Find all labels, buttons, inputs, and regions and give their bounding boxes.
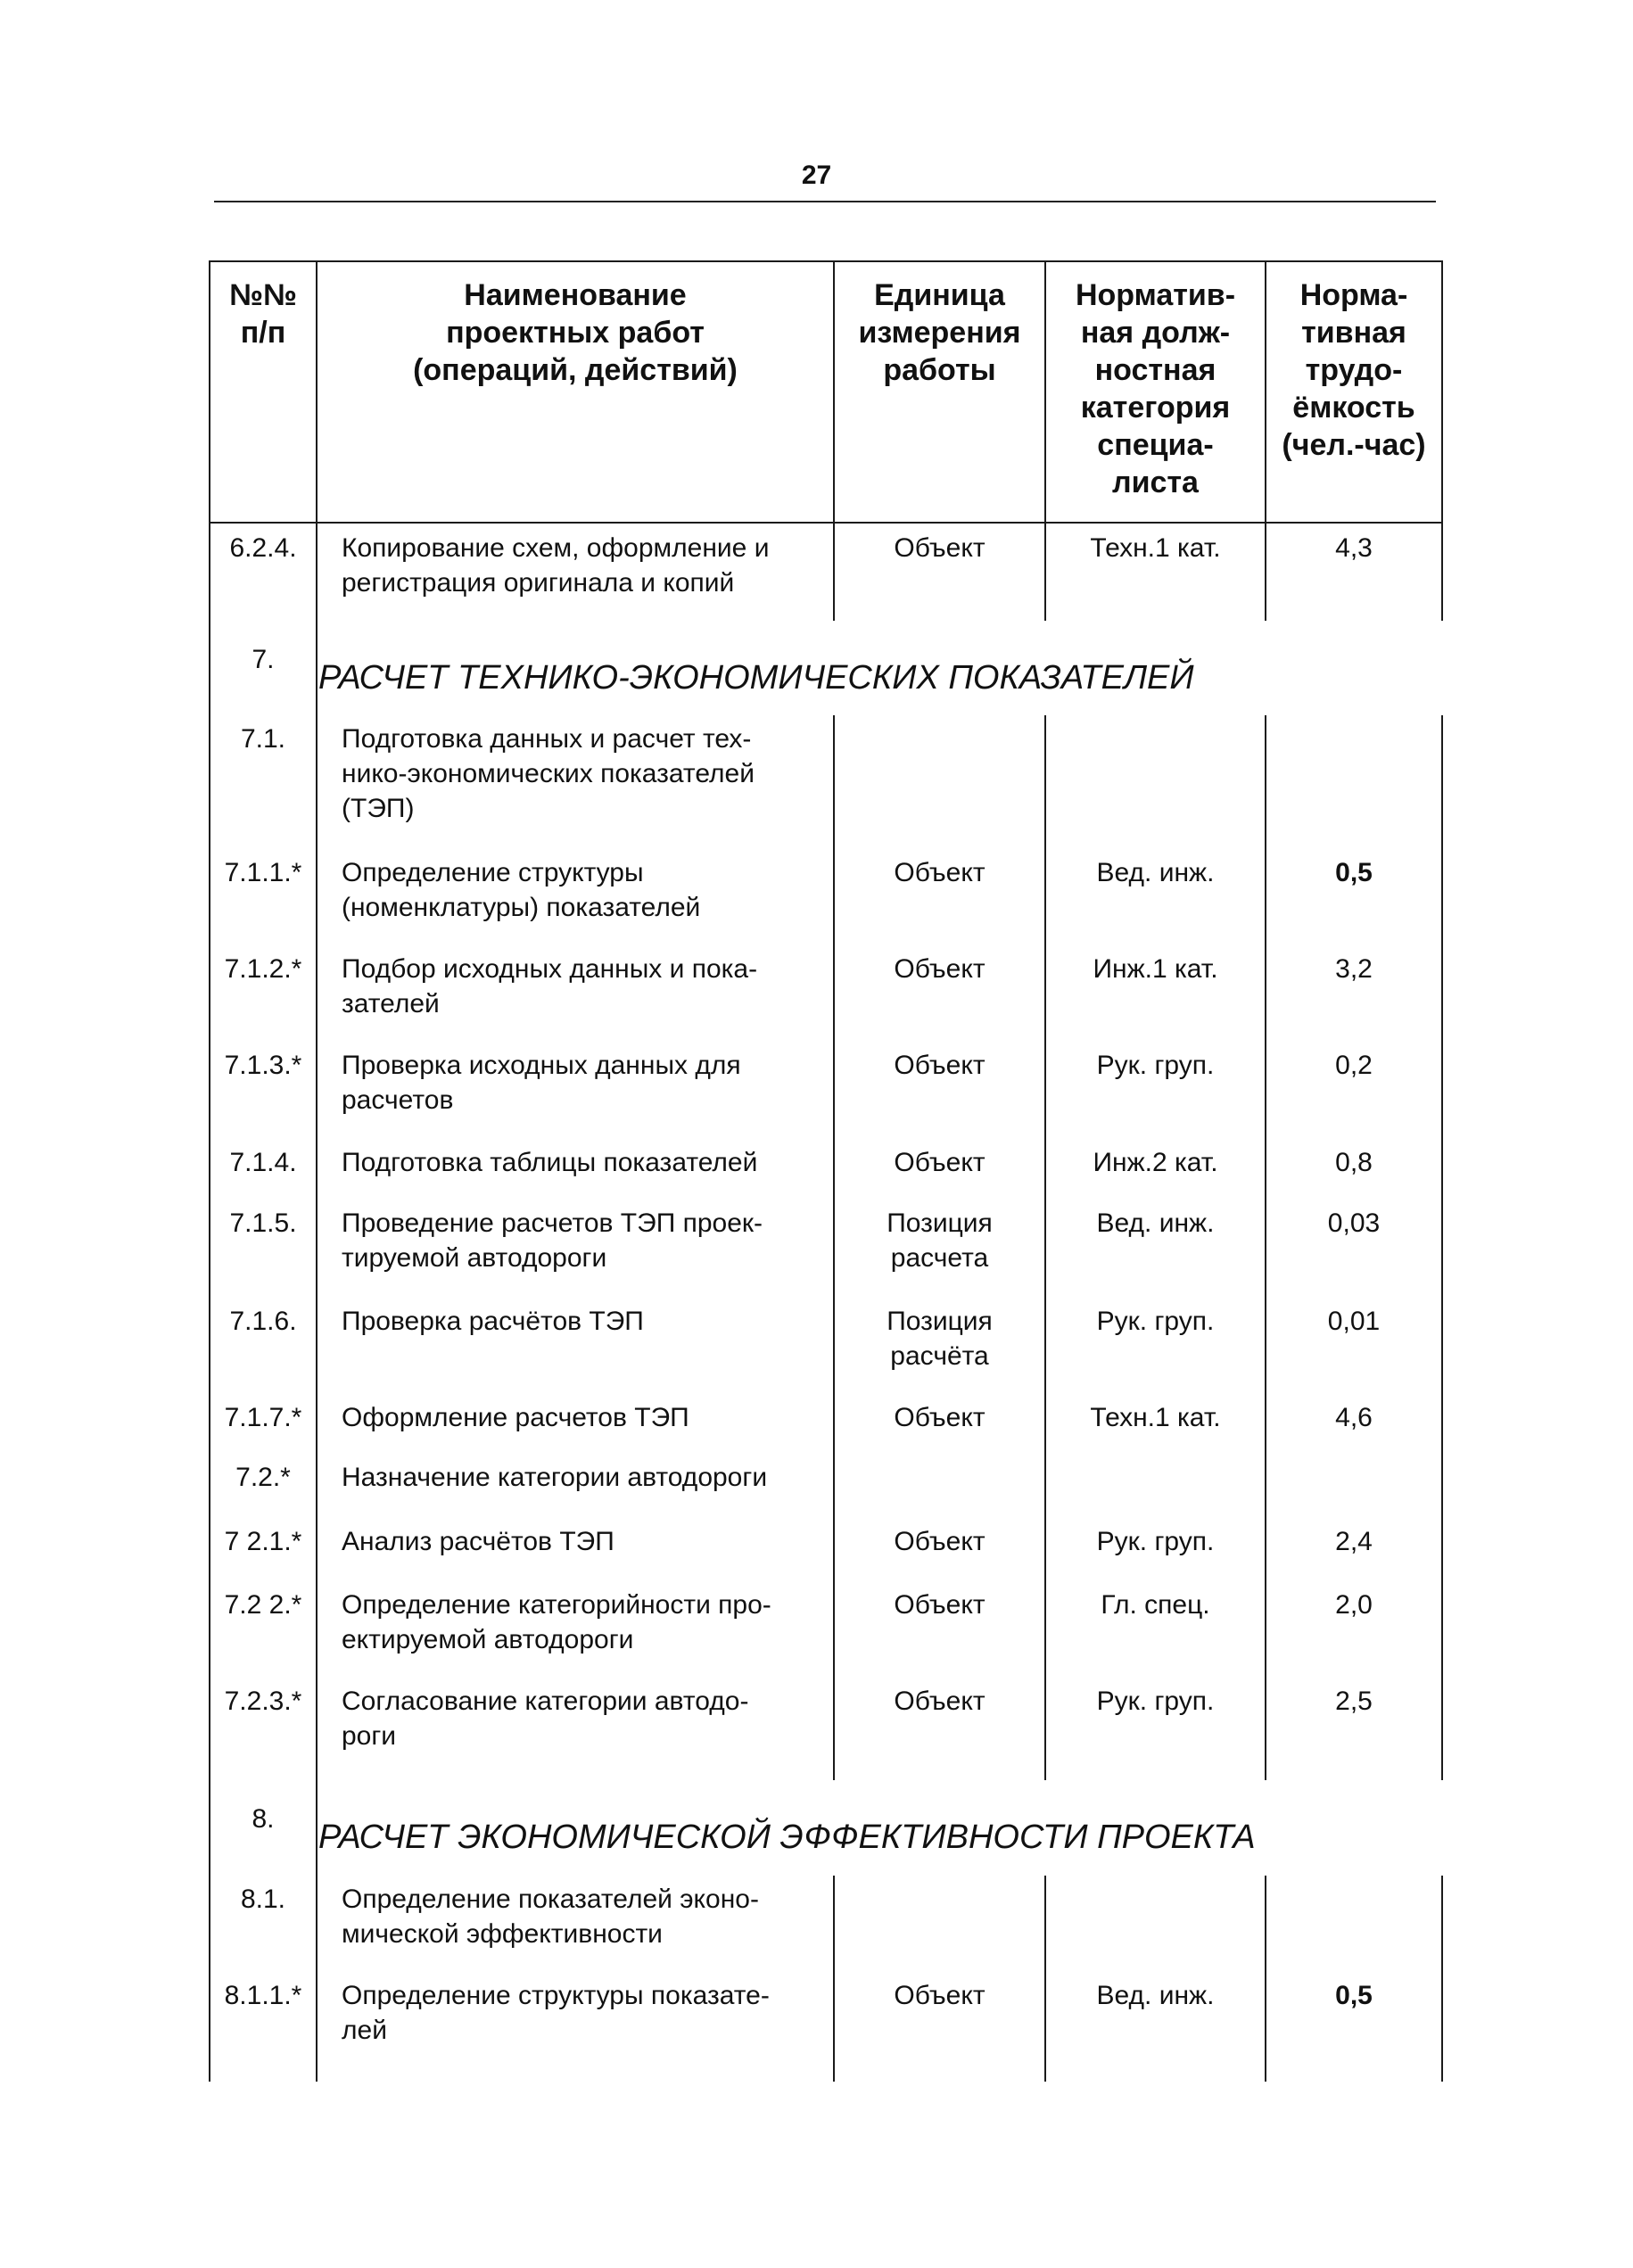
page-number: 27	[801, 161, 832, 190]
header-number-line: №№	[229, 278, 297, 312]
row-unit	[834, 1048, 1045, 1083]
row-category	[1045, 1400, 1266, 1435]
row-labor	[1266, 952, 1442, 986]
row-name	[317, 1460, 834, 1495]
row-unit-line: Объект	[894, 858, 986, 887]
row-number: 7 2.1.*	[224, 1527, 302, 1556]
header-labor-line: трудо-	[1305, 353, 1403, 387]
row-labor	[1266, 1145, 1442, 1180]
header-name-line: Наименование	[464, 278, 687, 312]
row-unit-line: расчета	[890, 1243, 989, 1273]
row-name-line: Проверка исходных данных для	[342, 1051, 741, 1080]
row-labor	[1266, 1206, 1442, 1241]
row-category	[1045, 1684, 1266, 1719]
row-number: 7.2.3.*	[224, 1687, 302, 1716]
row-category	[1045, 1145, 1266, 1180]
header-unit-line: работы	[883, 353, 996, 387]
row-name	[317, 722, 834, 826]
row-category-line: Вед. инж.	[1096, 858, 1215, 887]
row-name	[317, 855, 834, 925]
row-labor	[1266, 855, 1442, 890]
top-rule	[214, 201, 1436, 202]
row-category-line: Вед. инж.	[1096, 1208, 1215, 1238]
header-number	[210, 276, 317, 351]
row-name	[317, 1048, 834, 1118]
row-category	[1045, 1524, 1266, 1559]
row-name-line: Проверка расчётов ТЭП	[342, 1307, 644, 1336]
row-category-line: Техн.1 кат.	[1090, 533, 1221, 563]
row-category	[1045, 1048, 1266, 1083]
row-name	[317, 1882, 834, 1951]
row-name-line: Подготовка таблицы показателей	[342, 1148, 758, 1177]
row-name-line: зателей	[342, 989, 440, 1019]
row-labor-line: 0,03	[1327, 1208, 1381, 1238]
row-number: 7.1.4.	[229, 1148, 297, 1177]
row-unit	[834, 1524, 1045, 1559]
row-unit-line: Объект	[894, 1687, 986, 1716]
row-unit	[834, 855, 1045, 890]
row-labor-line: 0,5	[1335, 858, 1373, 887]
row-name-line: расчетов	[342, 1085, 454, 1115]
header-category-line: Норматив-	[1075, 278, 1236, 312]
header-category-line: ностная	[1094, 353, 1217, 387]
header-unit	[834, 276, 1045, 389]
row-number: 8.	[252, 1804, 275, 1834]
row-category-line: Гл. спец.	[1101, 1590, 1210, 1620]
row-unit	[834, 1400, 1045, 1435]
row-name-line: (ТЭП)	[342, 794, 415, 823]
row-unit-line: Позиция	[887, 1208, 993, 1238]
row-category	[1045, 531, 1266, 565]
row-unit	[834, 1684, 1045, 1719]
row-category	[1045, 1978, 1266, 2013]
row-labor-line: 2,4	[1335, 1527, 1373, 1556]
row-number: 8.1.1.*	[224, 1981, 302, 2010]
row-number: 7.	[252, 645, 275, 674]
row-name-line: лей	[342, 2016, 387, 2045]
row-number: 7.1.2.*	[224, 954, 302, 984]
row-unit	[834, 1978, 1045, 2013]
row-number: 7.1.5.	[229, 1208, 297, 1238]
row-unit-line: Объект	[894, 1590, 986, 1620]
row-unit-line: Объект	[894, 1051, 986, 1080]
row-name	[317, 1684, 834, 1753]
row-category-line: Рук. груп.	[1096, 1051, 1215, 1080]
row-name	[317, 952, 834, 1021]
row-category-line: Инж.2 кат.	[1093, 1148, 1218, 1177]
row-unit	[834, 1206, 1045, 1275]
row-category-line: Техн.1 кат.	[1090, 1403, 1221, 1432]
row-name-line: Подбор исходных данных и пока-	[342, 954, 758, 984]
row-unit	[834, 952, 1045, 986]
row-name-line: нико-экономических показателей	[342, 759, 755, 788]
row-name-line: Назначение категории автодороги	[342, 1463, 768, 1492]
row-name-line: ектируемой автодороги	[342, 1625, 634, 1654]
row-labor	[1266, 1524, 1442, 1559]
row-name-line: Определение структуры показате-	[342, 1981, 770, 2010]
header-unit-line: измерения	[858, 316, 1021, 350]
row-name-line: Определение категорийности про-	[342, 1590, 771, 1620]
header-bottom-border	[210, 522, 1442, 524]
row-name	[317, 1145, 834, 1180]
table-top-border	[210, 260, 1442, 262]
section-heading: РАСЧЕТ ТЕХНИКО-ЭКОНОМИЧЕСКИХ ПОКАЗАТЕЛЕЙ	[318, 659, 1194, 697]
header-category-line: ная долж-	[1080, 316, 1231, 350]
header-labor	[1266, 276, 1442, 464]
row-name-line: (номенклатуры) показателей	[342, 893, 701, 922]
row-category	[1045, 1588, 1266, 1622]
row-name-line: Проведение расчетов ТЭП проек-	[342, 1208, 763, 1238]
header-name-line: (операций, действий)	[413, 353, 738, 387]
row-labor-line: 4,3	[1335, 533, 1373, 563]
section-heading: РАСЧЕТ ЭКОНОМИЧЕСКОЙ ЭФФЕКТИВНОСТИ ПРОЕКТА	[318, 1819, 1256, 1856]
row-name-line: Согласование категории автодо-	[342, 1687, 749, 1716]
header-category-line: специа-	[1097, 428, 1214, 462]
row-unit	[834, 531, 1045, 565]
row-number: 7.1.1.*	[224, 858, 302, 887]
header-category-line: категория	[1080, 391, 1231, 425]
row-category-line: Рук. груп.	[1096, 1307, 1215, 1336]
row-unit	[834, 1588, 1045, 1622]
row-category	[1045, 855, 1266, 890]
row-name-line: Подготовка данных и расчет тех-	[342, 724, 752, 754]
row-name	[317, 1206, 834, 1275]
row-unit-line: Позиция	[887, 1307, 993, 1336]
row-number: 7.1.3.*	[224, 1051, 302, 1080]
header-number-line: п/п	[240, 316, 286, 350]
row-labor	[1266, 1684, 1442, 1719]
row-unit-line: Объект	[894, 533, 986, 563]
row-labor	[1266, 1304, 1442, 1339]
row-labor-line: 0,01	[1327, 1307, 1381, 1336]
header-labor-line: ёмкость	[1292, 391, 1415, 425]
row-labor-line: 0,8	[1335, 1148, 1373, 1177]
row-number: 7.1.	[240, 724, 286, 754]
row-labor-line: 0,5	[1335, 1981, 1373, 2010]
header-category-line: листа	[1112, 466, 1199, 499]
row-labor	[1266, 1978, 1442, 2013]
row-name	[317, 1524, 834, 1559]
header-name-line: проектных работ	[446, 316, 705, 350]
row-labor-line: 0,2	[1335, 1051, 1373, 1080]
row-labor	[1266, 531, 1442, 565]
row-unit-line: Объект	[894, 1148, 986, 1177]
header-labor-line: тивная	[1301, 316, 1406, 350]
row-category	[1045, 1206, 1266, 1241]
header-category	[1045, 276, 1266, 501]
row-labor	[1266, 1400, 1442, 1435]
row-name-line: тируемой автодороги	[342, 1243, 607, 1273]
row-unit-line: Объект	[894, 954, 986, 984]
row-unit	[834, 1145, 1045, 1180]
row-name-line: Анализ расчётов ТЭП	[342, 1527, 614, 1556]
row-number: 7.1.6.	[229, 1307, 297, 1336]
row-unit-line: Объект	[894, 1981, 986, 2010]
row-name	[317, 531, 834, 600]
row-name-line: Копирование схем, оформление и	[342, 533, 770, 563]
row-name	[317, 1978, 834, 2048]
header-labor-line: Норма-	[1299, 278, 1408, 312]
row-category-line: Рук. груп.	[1096, 1687, 1215, 1716]
row-category-line: Инж.1 кат.	[1093, 954, 1218, 984]
row-number: 7.2 2.*	[224, 1590, 302, 1620]
row-unit-line: Объект	[894, 1527, 986, 1556]
row-name	[317, 1304, 834, 1339]
row-name-line: роги	[342, 1721, 397, 1751]
row-name	[317, 1400, 834, 1435]
row-name	[317, 1588, 834, 1657]
row-name-line: Определение показателей эконо-	[342, 1885, 759, 1914]
norms-table	[210, 260, 1442, 2082]
row-name-line: Оформление расчетов ТЭП	[342, 1403, 689, 1432]
header-unit-line: Единица	[874, 278, 1005, 312]
row-labor-line: 2,5	[1335, 1687, 1373, 1716]
row-labor-line: 2,0	[1335, 1590, 1373, 1620]
header-name	[317, 276, 834, 389]
row-category	[1045, 952, 1266, 986]
row-unit-line: Объект	[894, 1403, 986, 1432]
row-number: 7.1.7.*	[224, 1403, 302, 1432]
row-unit-line: расчёта	[890, 1341, 989, 1371]
row-number: 7.2.*	[235, 1463, 291, 1492]
row-number: 8.1.	[240, 1885, 286, 1914]
header-labor-line: (чел.-час)	[1282, 428, 1426, 462]
row-labor	[1266, 1588, 1442, 1622]
row-labor-line: 4,6	[1335, 1403, 1373, 1432]
row-name-line: мической эффективности	[342, 1919, 663, 1949]
row-number: 6.2.4.	[229, 533, 297, 563]
row-name-line: регистрация оригинала и копий	[342, 568, 735, 598]
row-labor-line: 3,2	[1335, 954, 1373, 984]
row-category	[1045, 1304, 1266, 1339]
row-name-line: Определение структуры	[342, 858, 644, 887]
row-category-line: Вед. инж.	[1096, 1981, 1215, 2010]
row-unit	[834, 1304, 1045, 1373]
row-category-line: Рук. груп.	[1096, 1527, 1215, 1556]
row-labor	[1266, 1048, 1442, 1083]
